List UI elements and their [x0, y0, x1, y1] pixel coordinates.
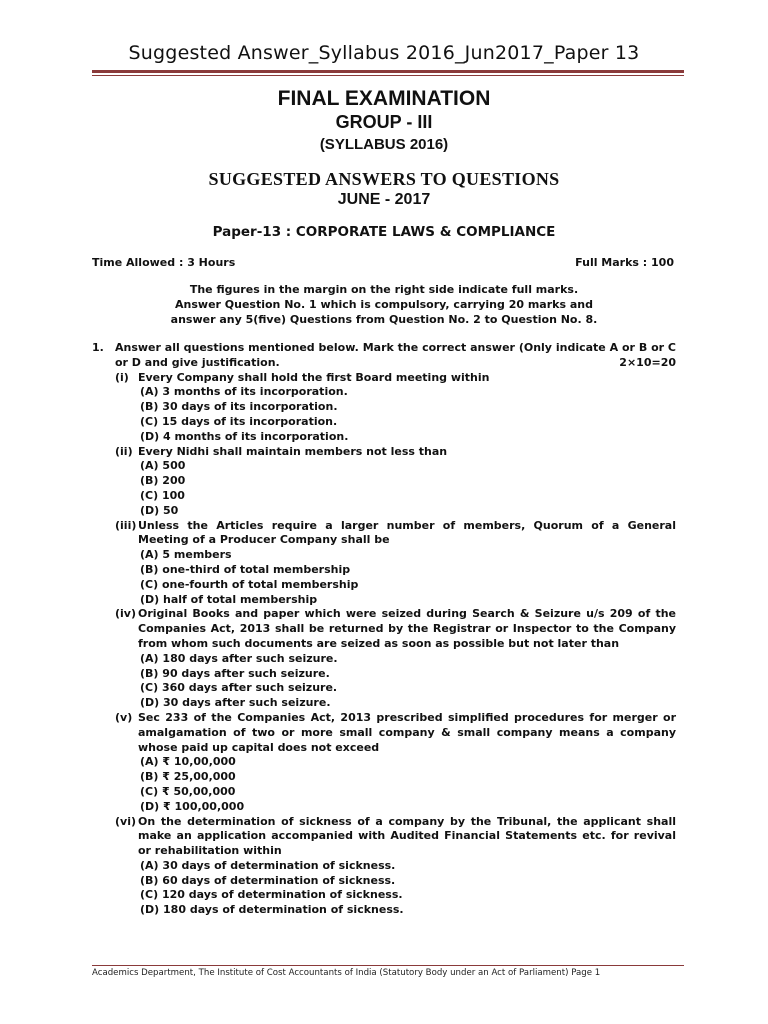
option-item	[138, 430, 676, 445]
group-title: GROUP - III	[335, 112, 433, 132]
option-item	[138, 785, 676, 800]
option-text: ₹ 100,00,000	[163, 799, 245, 813]
option-label: (A)	[140, 385, 159, 399]
option-text: ₹ 10,00,000	[162, 755, 236, 769]
question-number: 1.	[92, 341, 104, 354]
sub-question	[92, 519, 676, 549]
sub-question	[92, 371, 676, 386]
exam-meta	[92, 256, 674, 269]
option-label: (C)	[140, 488, 159, 502]
option-item	[138, 400, 676, 415]
sub-question	[92, 607, 676, 651]
option-text: 3 months of its incorporation.	[162, 385, 348, 399]
sub-question	[92, 445, 676, 460]
sub-question-text: Sec 233 of the Companies Act, 2013 prescribed simplified procedures for merger or amalgamation of two or more small company & small company means a company whose paid up capital does not exceed	[138, 710, 676, 754]
option-label: (C)	[140, 577, 159, 591]
option-label: (D)	[140, 903, 160, 917]
sub-question-label: (ii)	[115, 444, 133, 458]
option-list	[92, 652, 676, 711]
option-text: half of total membership	[163, 592, 318, 606]
page-footer: Academics Department, The Institute of Cost Accountants of India (Statutory Body under an Act of Parliament) Page 1	[92, 968, 601, 978]
option-item	[138, 681, 676, 696]
option-text: one-fourth of total membership	[161, 577, 359, 591]
option-text: 30 days of its incorporation.	[162, 400, 338, 414]
instructions	[120, 283, 648, 327]
option-text: 50	[163, 503, 179, 517]
option-label: (A)	[140, 548, 159, 562]
option-label: (D)	[140, 592, 160, 606]
option-text: 90 days after such seizure.	[162, 666, 330, 680]
paper-title: Paper-13 : CORPORATE LAWS & COMPLIANCE	[212, 224, 556, 240]
suggested-answers-title: SUGGESTED ANSWERS TO QUESTIONS	[208, 169, 560, 189]
option-label: (B)	[140, 474, 159, 488]
option-item	[138, 888, 676, 903]
option-item	[138, 548, 676, 563]
full-marks: Full Marks : 100	[575, 256, 674, 269]
option-item	[138, 385, 676, 400]
option-text: one-third of total membership	[162, 562, 351, 576]
option-text: 30 days after such seizure.	[163, 696, 331, 710]
sub-question-label: (v)	[115, 710, 133, 724]
option-label: (B)	[140, 400, 159, 414]
option-item	[138, 903, 676, 918]
option-label: (D)	[140, 429, 160, 443]
option-text: ₹ 50,00,000	[161, 784, 236, 798]
option-label: (C)	[140, 414, 159, 428]
sub-question	[92, 711, 676, 755]
option-text: 180 days of determination of sickness.	[163, 903, 404, 917]
option-list	[92, 859, 676, 918]
sub-question-text: Every Nidhi shall maintain members not less than	[138, 444, 448, 458]
option-item	[138, 652, 676, 667]
sub-question-label: (iii)	[115, 518, 137, 532]
option-text: 200	[162, 474, 186, 488]
option-item	[138, 593, 676, 608]
option-label: (C)	[140, 784, 159, 798]
option-label: (D)	[140, 696, 160, 710]
option-text: 30 days of determination of sickness.	[162, 858, 396, 872]
question-marks: 2×10=20	[619, 355, 676, 369]
session-title: JUNE - 2017	[337, 191, 431, 208]
header-rule-thin	[92, 75, 684, 76]
instruction-line: Answer Question No. 1 which is compulsory, carrying 20 marks and	[175, 297, 593, 311]
option-text: 500	[162, 459, 186, 473]
option-text: 60 days of determination of sickness.	[162, 873, 396, 887]
option-label: (C)	[140, 681, 159, 695]
option-label: (B)	[140, 873, 159, 887]
option-text: ₹ 25,00,000	[162, 770, 236, 784]
option-text: 100	[161, 488, 185, 502]
option-item	[138, 800, 676, 815]
option-item	[138, 504, 676, 519]
option-text: 15 days of its incorporation.	[161, 414, 338, 428]
instruction-line: answer any 5(five) Questions from Question No. 2 to Question No. 8.	[170, 312, 598, 326]
sub-question-text: On the determination of sickness of a company by the Tribunal, the applicant shall make an application accompanied with Audited Financial Statements etc. for revival or rehabilitation within	[138, 814, 676, 858]
option-label: (A)	[140, 459, 159, 473]
syllabus-title: (SYLLABUS 2016)	[319, 136, 449, 153]
option-text: 5 members	[162, 548, 232, 562]
footer-rule	[92, 965, 684, 966]
option-list	[92, 548, 676, 607]
exam-title: FINAL EXAMINATION	[277, 87, 491, 110]
option-text: 180 days after such seizure.	[162, 651, 338, 665]
sub-question-label: (vi)	[115, 814, 136, 828]
option-list	[92, 459, 676, 518]
option-label: (A)	[140, 755, 159, 769]
time-allowed: Time Allowed : 3 Hours	[92, 256, 236, 269]
option-item	[138, 696, 676, 711]
sub-question-text: Every Company shall hold the first Board meeting within	[138, 370, 490, 384]
sub-question-label: (i)	[115, 370, 129, 384]
question-1	[92, 341, 676, 918]
option-list	[92, 755, 676, 814]
option-item	[138, 415, 676, 430]
option-label: (A)	[140, 651, 159, 665]
option-item	[138, 474, 676, 489]
option-text: 360 days after such seizure.	[161, 681, 338, 695]
sub-question-text: Original Books and paper which were seized during Search & Seizure u/s 209 of the Companies Act, 2013 shall be returned by the Registrar or Inspector to the Company from whom such documents are seized as soon as possible but not later than	[138, 607, 676, 650]
sub-question	[92, 815, 676, 859]
option-label: (B)	[140, 666, 159, 680]
option-item	[138, 578, 676, 593]
option-text: 120 days of determination of sickness.	[161, 888, 403, 902]
option-item	[138, 563, 676, 578]
question-intro	[92, 341, 676, 371]
option-list	[92, 385, 676, 444]
option-item	[138, 770, 676, 785]
option-text: 4 months of its incorporation.	[163, 429, 349, 443]
running-header: Suggested Answer_Syllabus 2016_Jun2017_Paper 13	[128, 42, 640, 64]
sub-question-label: (iv)	[115, 607, 136, 621]
option-label: (A)	[140, 858, 159, 872]
option-item	[138, 489, 676, 504]
option-item	[138, 755, 676, 770]
option-item	[138, 874, 676, 889]
option-label: (B)	[140, 562, 159, 576]
instruction-line: The figures in the margin on the right side indicate full marks.	[189, 283, 579, 296]
option-label: (D)	[140, 799, 160, 813]
option-label: (C)	[140, 888, 159, 902]
option-item	[138, 459, 676, 474]
option-label: (D)	[140, 503, 160, 517]
sub-question-text: Unless the Articles require a larger number of members, Quorum of a General Meeting of a Producer Company shall be	[138, 518, 676, 547]
option-item	[138, 859, 676, 874]
option-label: (B)	[140, 770, 159, 784]
question-intro-text: Answer all questions mentioned below. Mark the correct answer (Only indicate A or B or C or D and give justification.	[115, 341, 676, 369]
option-item	[138, 667, 676, 682]
header-rule-thick	[92, 70, 684, 73]
